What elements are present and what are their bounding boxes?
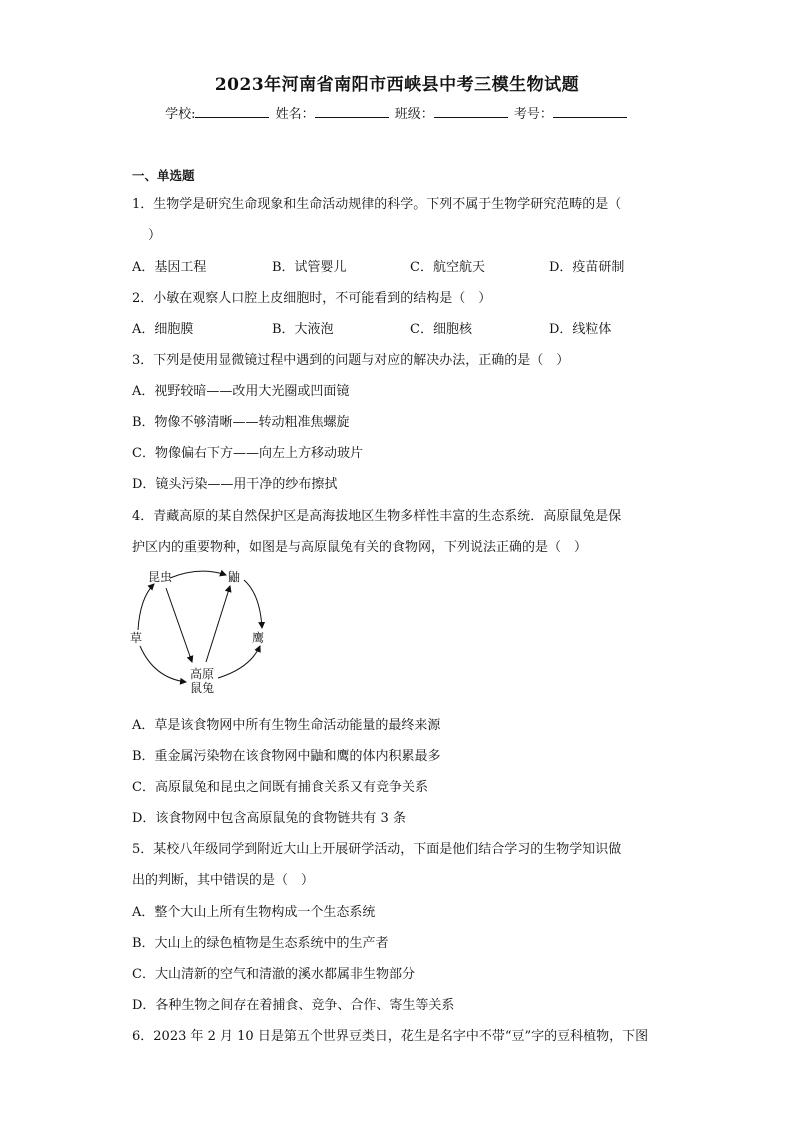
- question-1-text-cont: ）: [148, 228, 162, 243]
- question-5-option-d: D．各种生物之间存在着捕食、竞争、合作、寄生等关系: [132, 998, 455, 1013]
- question-4-option-a: A．草是该食物网中所有生物生命活动能量的最终来源: [132, 718, 441, 733]
- arrow-weasel-to-eagle: [244, 580, 262, 628]
- arrow-insect-to-pika: [166, 588, 192, 662]
- question-2-text: 2．小敏在观察人口腔上皮细胞时，不可能看到的结构是（ ）: [132, 291, 492, 306]
- question-5-option-b: B．大山上的绿色植物是生态系统中的生产者: [132, 936, 389, 951]
- node-grass: 草: [130, 631, 143, 645]
- food-web-diagram: [128, 566, 278, 698]
- question-2-option-b: B．大液泡: [272, 322, 334, 337]
- arrow-grass-to-pika: [140, 646, 186, 682]
- question-6-text: 6．2023 年 2 月 10 日是第五个世界豆类日，花生是名字中不带“豆”字的豆科植物，下图: [132, 1029, 649, 1044]
- question-3-text: 3．下列是使用显微镜过程中遇到的问题与对应的解决办法，正确的是（ ）: [132, 353, 570, 368]
- school-label: 学校:: [165, 107, 196, 122]
- exam-number-blank: [553, 105, 627, 118]
- question-5-text-cont: 出的判断，其中错误的是（ ）: [132, 873, 315, 888]
- question-3-option-c: C．物像偏右下方——向左上方移动玻片: [132, 446, 363, 461]
- question-4-text: 4．青藏高原的某自然保护区是高海拔地区生物多样性丰富的生态系统．高原鼠兔是保: [132, 509, 622, 524]
- arrow-pika-to-weasel: [206, 586, 230, 662]
- arrow-pika-to-eagle: [218, 646, 260, 678]
- question-3-option-a: A．视野较暗——改用大光圈或凹面镜: [132, 384, 350, 399]
- question-1-option-b: B．试管婴儿: [272, 260, 347, 275]
- class-label: 班级：: [394, 107, 434, 122]
- question-2-option-c: C．细胞核: [410, 322, 472, 337]
- question-1-option-a: A．基因工程: [132, 260, 207, 275]
- student-info-row: [0, 103, 794, 122]
- exam-number-label: 考号：: [513, 107, 553, 122]
- question-4-text-cont: 护区内的重要物种，如图是与高原鼠兔有关的食物网，下列说法正确的是（ ）: [132, 540, 588, 555]
- question-5-option-c: C．大山清新的空气和清澈的溪水都属非生物部分: [132, 967, 415, 982]
- node-insect: 昆虫: [148, 570, 173, 584]
- arrow-grass-to-insect: [138, 584, 154, 630]
- question-2-option-d: D．线粒体: [549, 322, 612, 337]
- question-3-option-b: B．物像不够清晰——转动粗准焦螺旋: [132, 415, 350, 430]
- exam-title: 2023年河南省南阳市西峡县中考三模生物试题: [214, 75, 580, 95]
- question-2-option-a: A．细胞膜: [132, 322, 194, 337]
- node-pika-line1: 高原: [190, 667, 215, 681]
- question-5-text: 5．某校八年级同学到附近大山上开展研学活动，下面是他们结合学习的生物学知识做: [132, 842, 622, 857]
- question-4-option-d: D．该食物网中包含高原鼠兔的食物链共有 3 条: [132, 811, 406, 826]
- class-blank: [434, 105, 508, 118]
- arrow-insect-to-weasel: [170, 571, 226, 578]
- name-blank: [315, 105, 389, 118]
- question-1-text: 1．生物学是研究生命现象和生命活动规律的科学。下列不属于生物学研究范畴的是（: [132, 197, 622, 212]
- name-label: 姓名：: [275, 107, 315, 122]
- question-4-option-c: C．高原鼠兔和昆虫之间既有捕食关系又有竞争关系: [132, 780, 428, 795]
- node-pika-line2: 鼠兔: [190, 681, 215, 695]
- question-1-option-c: C．航空航天: [410, 260, 485, 275]
- school-blank: [195, 105, 269, 118]
- node-eagle: 鹰: [252, 631, 265, 645]
- question-4-option-b: B．重金属污染物在该食物网中鼬和鹰的体内积累最多: [132, 749, 441, 764]
- section-heading: 一、单选题: [132, 168, 195, 183]
- question-1-option-d: D．疫苗研制: [549, 260, 625, 275]
- question-3-option-d: D．镜头污染——用干净的纱布擦拭: [132, 477, 338, 492]
- question-5-option-a: A．整个大山上所有生物构成一个生态系统: [132, 905, 376, 920]
- node-weasel: 鼬: [228, 570, 241, 584]
